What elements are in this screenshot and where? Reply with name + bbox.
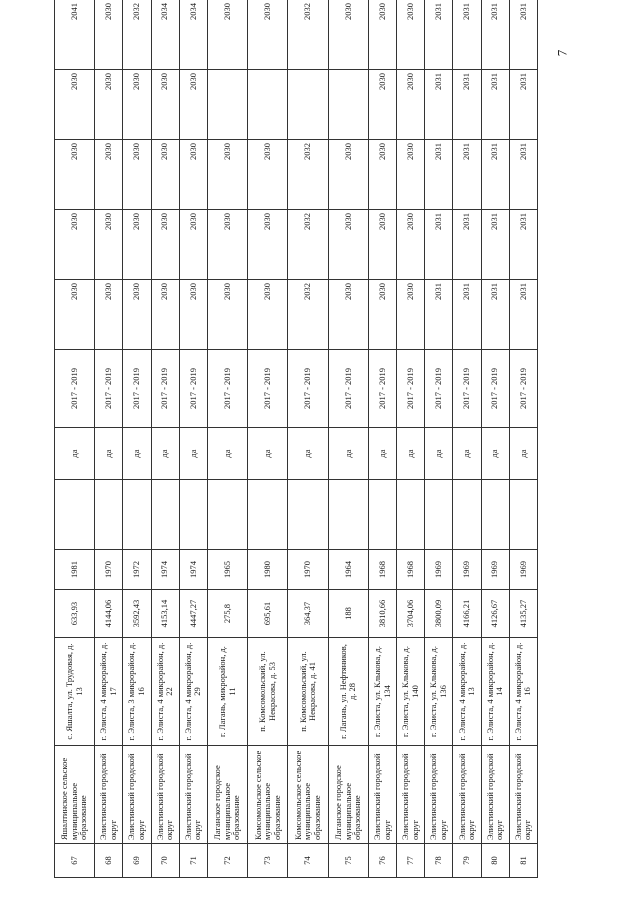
- row-number-cell: 74: [288, 844, 328, 878]
- table-body: [55, 0, 538, 878]
- period-cell: 2017 - 2019: [481, 350, 509, 428]
- municipality-cell: Элистинский городской округ: [95, 746, 123, 844]
- flag-cell: да: [248, 428, 288, 480]
- year-1-cell: 2030: [151, 280, 179, 350]
- municipality-cell: Элистинский городской округ: [509, 746, 537, 844]
- table-row: [425, 0, 453, 878]
- table-row: [55, 0, 95, 878]
- address-cell: г. Элиста, 4 микрорайон, д. 14: [481, 638, 509, 746]
- housing-register-table: [54, 0, 538, 878]
- year-2-cell: 2031: [425, 210, 453, 280]
- year-3-cell: 2030: [95, 140, 123, 210]
- year-2-cell: 2030: [123, 210, 151, 280]
- empty-cell: [509, 480, 537, 550]
- row-number-cell: 73: [248, 844, 288, 878]
- flag-cell: да: [481, 428, 509, 480]
- year-1-cell: 2030: [55, 280, 95, 350]
- year-built-cell: 1968: [369, 550, 397, 590]
- year-2-cell: 2030: [95, 210, 123, 280]
- year-3-cell: 2030: [55, 140, 95, 210]
- year-2-cell: 2030: [369, 210, 397, 280]
- period-cell: 2017 - 2019: [95, 350, 123, 428]
- year-2-cell: 2030: [55, 210, 95, 280]
- empty-cell: [179, 480, 207, 550]
- municipality-cell: Комсомольское сельское муниципальное образование: [288, 746, 328, 844]
- municipality-cell: Элистинский городской округ: [179, 746, 207, 844]
- flag-cell: да: [55, 428, 95, 480]
- flag-cell: да: [179, 428, 207, 480]
- area-cell: 275,8: [207, 590, 247, 638]
- municipality-cell: Яшалтинское сельское муниципальное образование: [55, 746, 95, 844]
- row-number-cell: 69: [123, 844, 151, 878]
- flag-cell: да: [453, 428, 481, 480]
- year-1-cell: 2030: [397, 280, 425, 350]
- municipality-cell: Комсомольское сельское муниципальное образование: [248, 746, 288, 844]
- area-cell: 4447,27: [179, 590, 207, 638]
- flag-cell: да: [397, 428, 425, 480]
- year-2-cell: 2030: [179, 210, 207, 280]
- year-4-cell: 2031: [453, 70, 481, 140]
- area-cell: 695,61: [248, 590, 288, 638]
- empty-cell: [151, 480, 179, 550]
- year-4-cell: 2030: [123, 70, 151, 140]
- empty-cell: [453, 480, 481, 550]
- year-1-cell: 2031: [453, 280, 481, 350]
- area-cell: 4144,06: [95, 590, 123, 638]
- year-built-cell: 1964: [328, 550, 368, 590]
- year-built-cell: 1974: [151, 550, 179, 590]
- row-number-cell: 81: [509, 844, 537, 878]
- period-cell: 2017 - 2019: [55, 350, 95, 428]
- year-3-cell: 2030: [328, 140, 368, 210]
- year-5-cell: 2041: [55, 0, 95, 70]
- year-2-cell: 2031: [453, 210, 481, 280]
- flag-cell: да: [95, 428, 123, 480]
- year-2-cell: 2030: [248, 210, 288, 280]
- year-5-cell: 2030: [95, 0, 123, 70]
- year-2-cell: 2030: [151, 210, 179, 280]
- year-built-cell: 1969: [509, 550, 537, 590]
- empty-cell: [481, 480, 509, 550]
- year-4-cell: [248, 70, 288, 140]
- flag-cell: да: [123, 428, 151, 480]
- year-2-cell: 2032: [288, 210, 328, 280]
- period-cell: 2017 - 2019: [369, 350, 397, 428]
- row-number-cell: 68: [95, 844, 123, 878]
- area-cell: 4135,27: [509, 590, 537, 638]
- row-number-cell: 77: [397, 844, 425, 878]
- year-5-cell: 2030: [207, 0, 247, 70]
- year-4-cell: 2031: [481, 70, 509, 140]
- empty-cell: [207, 480, 247, 550]
- year-1-cell: 2032: [288, 280, 328, 350]
- table-row: [151, 0, 179, 878]
- table-row: [288, 0, 328, 878]
- table-row: [453, 0, 481, 878]
- year-4-cell: 2030: [95, 70, 123, 140]
- year-4-cell: 2030: [179, 70, 207, 140]
- address-cell: г. Элиста, 4 микрорайон, д. 22: [151, 638, 179, 746]
- year-1-cell: 2031: [509, 280, 537, 350]
- year-5-cell: 2030: [369, 0, 397, 70]
- period-cell: 2017 - 2019: [425, 350, 453, 428]
- year-2-cell: 2030: [328, 210, 368, 280]
- year-5-cell: 2034: [179, 0, 207, 70]
- area-cell: 3800,09: [425, 590, 453, 638]
- flag-cell: да: [207, 428, 247, 480]
- municipality-cell: Элистинский городской округ: [453, 746, 481, 844]
- municipality-cell: Элистинский городской округ: [369, 746, 397, 844]
- address-cell: с. Яшалта, ул. Трудовая, д. 13: [55, 638, 95, 746]
- address-cell: г. Элиста, 4 микрорайон, д. 29: [179, 638, 207, 746]
- address-cell: п. Комсомольский, ул. Некрасова, д. 41: [288, 638, 328, 746]
- row-number-cell: 80: [481, 844, 509, 878]
- row-number-cell: 75: [328, 844, 368, 878]
- year-5-cell: 2032: [288, 0, 328, 70]
- area-cell: 3592,43: [123, 590, 151, 638]
- table-row: [179, 0, 207, 878]
- year-5-cell: 2032: [123, 0, 151, 70]
- year-2-cell: 2031: [509, 210, 537, 280]
- row-number-cell: 79: [453, 844, 481, 878]
- year-4-cell: 2030: [397, 70, 425, 140]
- year-3-cell: 2031: [481, 140, 509, 210]
- year-built-cell: 1970: [288, 550, 328, 590]
- period-cell: 2017 - 2019: [328, 350, 368, 428]
- flag-cell: да: [509, 428, 537, 480]
- year-3-cell: 2030: [123, 140, 151, 210]
- area-cell: 633,93: [55, 590, 95, 638]
- period-cell: 2017 - 2019: [248, 350, 288, 428]
- year-3-cell: 2030: [397, 140, 425, 210]
- year-5-cell: 2030: [397, 0, 425, 70]
- year-3-cell: 2031: [425, 140, 453, 210]
- table-row: [369, 0, 397, 878]
- year-built-cell: 1965: [207, 550, 247, 590]
- flag-cell: да: [151, 428, 179, 480]
- address-cell: г. Лагань, микрорайон, д. 11: [207, 638, 247, 746]
- year-3-cell: 2030: [207, 140, 247, 210]
- table-row: [397, 0, 425, 878]
- period-cell: 2017 - 2019: [288, 350, 328, 428]
- period-cell: 2017 - 2019: [179, 350, 207, 428]
- table-row: [207, 0, 247, 878]
- year-1-cell: 2030: [95, 280, 123, 350]
- year-5-cell: 2030: [248, 0, 288, 70]
- year-4-cell: [328, 70, 368, 140]
- table-row: [328, 0, 368, 878]
- year-built-cell: 1968: [397, 550, 425, 590]
- year-1-cell: 2031: [481, 280, 509, 350]
- area-cell: 188: [328, 590, 368, 638]
- row-number-cell: 78: [425, 844, 453, 878]
- address-cell: г. Элиста, ул. Клыкова, д. 134: [369, 638, 397, 746]
- table-row: [248, 0, 288, 878]
- year-built-cell: 1981: [55, 550, 95, 590]
- municipality-cell: Элистинский городской округ: [481, 746, 509, 844]
- address-cell: г. Элиста, 4 микрорайон, д. 16: [509, 638, 537, 746]
- address-cell: г. Элиста, ул. Клыкова, д. 140: [397, 638, 425, 746]
- empty-cell: [397, 480, 425, 550]
- flag-cell: да: [425, 428, 453, 480]
- year-3-cell: 2030: [369, 140, 397, 210]
- address-cell: г. Элиста, 4 микрорайон, д. 13: [453, 638, 481, 746]
- year-5-cell: 2031: [453, 0, 481, 70]
- year-4-cell: 2031: [509, 70, 537, 140]
- period-cell: 2017 - 2019: [397, 350, 425, 428]
- year-built-cell: 1972: [123, 550, 151, 590]
- row-number-cell: 67: [55, 844, 95, 878]
- table-row: [123, 0, 151, 878]
- year-built-cell: 1969: [453, 550, 481, 590]
- period-cell: 2017 - 2019: [453, 350, 481, 428]
- empty-cell: [288, 480, 328, 550]
- row-number-cell: 76: [369, 844, 397, 878]
- year-built-cell: 1974: [179, 550, 207, 590]
- year-3-cell: 2030: [179, 140, 207, 210]
- year-2-cell: 2030: [207, 210, 247, 280]
- row-number-cell: 71: [179, 844, 207, 878]
- address-cell: г. Элиста, ул. Клыкова, д. 136: [425, 638, 453, 746]
- year-1-cell: 2030: [123, 280, 151, 350]
- year-5-cell: 2031: [509, 0, 537, 70]
- year-4-cell: 2030: [151, 70, 179, 140]
- period-cell: 2017 - 2019: [151, 350, 179, 428]
- page-number: 7: [554, 49, 570, 57]
- year-built-cell: 1969: [481, 550, 509, 590]
- period-cell: 2017 - 2019: [207, 350, 247, 428]
- flag-cell: да: [369, 428, 397, 480]
- empty-cell: [369, 480, 397, 550]
- area-cell: 4126,67: [481, 590, 509, 638]
- municipality-cell: Элистинский городской округ: [425, 746, 453, 844]
- empty-cell: [55, 480, 95, 550]
- address-cell: п. Комсомольский, ул. Некрасова, д. 53: [248, 638, 288, 746]
- year-3-cell: 2031: [509, 140, 537, 210]
- year-2-cell: 2031: [481, 210, 509, 280]
- year-3-cell: 2030: [151, 140, 179, 210]
- municipality-cell: Элистинский городской округ: [397, 746, 425, 844]
- year-5-cell: 2031: [425, 0, 453, 70]
- row-number-cell: 70: [151, 844, 179, 878]
- municipality-cell: Лаганское городское муниципальное образование: [328, 746, 368, 844]
- area-cell: 3810,66: [369, 590, 397, 638]
- year-1-cell: 2030: [207, 280, 247, 350]
- area-cell: 3704,06: [397, 590, 425, 638]
- flag-cell: да: [328, 428, 368, 480]
- year-3-cell: 2031: [453, 140, 481, 210]
- empty-cell: [248, 480, 288, 550]
- municipality-cell: Лаганское городское муниципальное образование: [207, 746, 247, 844]
- year-built-cell: 1969: [425, 550, 453, 590]
- year-4-cell: 2031: [425, 70, 453, 140]
- area-cell: 364,37: [288, 590, 328, 638]
- empty-cell: [95, 480, 123, 550]
- year-4-cell: 2030: [55, 70, 95, 140]
- year-5-cell: 2030: [328, 0, 368, 70]
- year-built-cell: 1980: [248, 550, 288, 590]
- table-row: [95, 0, 123, 878]
- year-5-cell: 2031: [481, 0, 509, 70]
- empty-cell: [425, 480, 453, 550]
- year-built-cell: 1970: [95, 550, 123, 590]
- year-1-cell: 2030: [179, 280, 207, 350]
- rotated-table-wrapper: [54, 0, 538, 878]
- year-1-cell: 2031: [425, 280, 453, 350]
- table-row: [509, 0, 537, 878]
- period-cell: 2017 - 2019: [509, 350, 537, 428]
- area-cell: 4153,14: [151, 590, 179, 638]
- empty-cell: [123, 480, 151, 550]
- municipality-cell: Элистинский городской округ: [151, 746, 179, 844]
- year-4-cell: [207, 70, 247, 140]
- period-cell: 2017 - 2019: [123, 350, 151, 428]
- year-2-cell: 2030: [397, 210, 425, 280]
- year-1-cell: 2030: [369, 280, 397, 350]
- year-3-cell: 2032: [288, 140, 328, 210]
- year-5-cell: 2034: [151, 0, 179, 70]
- year-3-cell: 2030: [248, 140, 288, 210]
- year-1-cell: 2030: [328, 280, 368, 350]
- table-row: [481, 0, 509, 878]
- empty-cell: [328, 480, 368, 550]
- year-4-cell: [288, 70, 328, 140]
- year-4-cell: 2030: [369, 70, 397, 140]
- row-number-cell: 72: [207, 844, 247, 878]
- municipality-cell: Элистинский городской округ: [123, 746, 151, 844]
- year-1-cell: 2030: [248, 280, 288, 350]
- flag-cell: да: [288, 428, 328, 480]
- address-cell: г. Элиста, 4 микрорайон, д. 17: [95, 638, 123, 746]
- address-cell: г. Лагань, ул. Нефтяников, д. 28: [328, 638, 368, 746]
- address-cell: г. Элиста, 3 микрорайон, д. 16: [123, 638, 151, 746]
- area-cell: 4166,21: [453, 590, 481, 638]
